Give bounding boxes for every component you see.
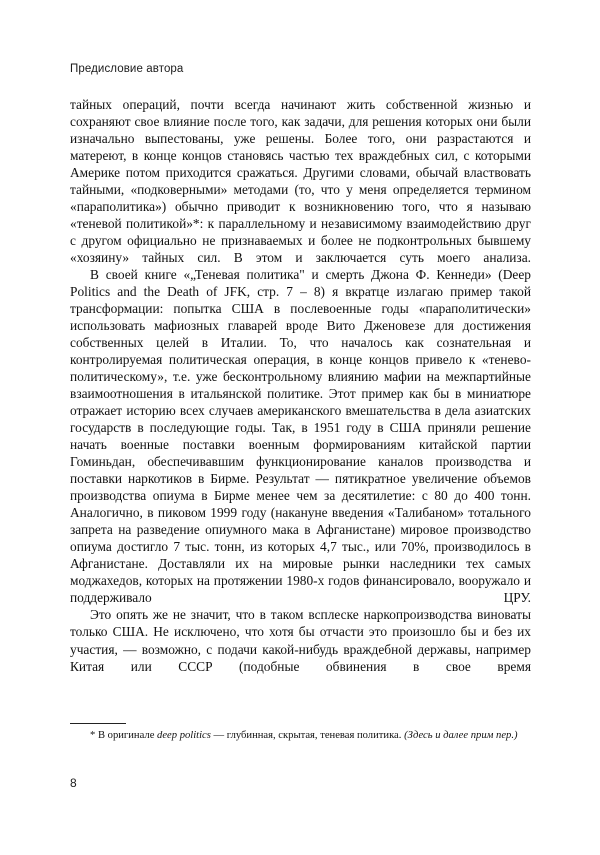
running-head: Предисловие автора <box>70 63 184 75</box>
footnote-term: deep politics <box>157 730 211 741</box>
paragraph <box>70 606 531 674</box>
paragraph <box>70 96 531 266</box>
footnote-separator-rule <box>70 723 126 724</box>
paragraph <box>70 266 531 606</box>
footnote <box>70 729 531 743</box>
paragraph-text: В своей книге «„Теневая политика" и смерть Джона Ф. Кеннеди» (Deep Politics and the Death of JFK, стр. 7 – 8) я вкратце излагаю пример такой трансформации: попытка США в послевоенные годы «параполитически» использовать мафиозных главарей вроде Вито Дженовезе для достижения собственных целей в Италии. То, что началось как сознательная и контролируемая политическая операция, в конце концов привело к «теневo-политическому», т.е. уже бесконтрольному влиянию мафии на межпартийные взаимоотношения в итальянской политике. Этот пример как бы в миниатюре отражает историю всех случаев американского вмешательства в дела азиатских государств в последующие годы. Так, в 1951 году в США приняли решение начать военные поставки военным формированиям китайской партии Гоминьдан, обеспечивавшим функционирование каналов производства и поставки наркотиков в Бирме. Результат — пятикратное увеличение объемов производства опиума в Бирме менее чем за десятилетие: с 80 до 400 тонн. Аналогично, в пиковом 1999 году (накануне введения «Талибаном» тотального запрета на разведение опиумного мака в Афганистане) мировое производство опиума достигло 7 тыс. тонн, из которых 4,7 тыс., или 70%, производилось в Афганистане. Доставляли их на мировые рынки наследники тех самых моджахедов, которых на протяжении 1980-х годов финансировало, вооружало и поддерживало ЦРУ. <box>70 267 531 606</box>
body-text-block <box>70 96 531 675</box>
footnote-gloss: — глубинная, скрытая, теневая политика. <box>210 730 405 741</box>
paragraph-text: Это опять же не значит, что в таком всплеске наркопроизводства виноваты только США. Не исключено, что хотя бы отчасти это произошло бы и без их участия, — возможно, с подачи какой-нибудь враждебной державы, например Китая или СССР (подобные обвинения в свое время <box>70 607 531 674</box>
footnote-area <box>70 723 531 743</box>
page-number: 8 <box>70 776 77 790</box>
footnote-attribution: (Здесь и далее прим пер.) <box>404 730 518 741</box>
paragraph-text: тайных операций, почти всегда начинают жить собственной жизнью и сохраняют свое влияние после того, как задачи, для решения которых они были изначально выпестованы, уже решены. Более того, они разрастаются и матереют, в конце концов становясь частью тех враждебных сил, с которыми Америке потом приходится сражаться. Другими словами, обычай властвовать тайными, «подковерными» методами (то, что у меня определяется термином «параполитика») обычно приводит к возникновению того, что я называю «теневой политикой»*: к параллельному и независимому взаимодействию друг с другом официально не признаваемых и более не подконтрольных бывшему «хозяину» тайных сил. В этом и заключается суть моего анализа. <box>70 97 531 266</box>
footnote-lead: * В оригинале <box>90 730 158 741</box>
